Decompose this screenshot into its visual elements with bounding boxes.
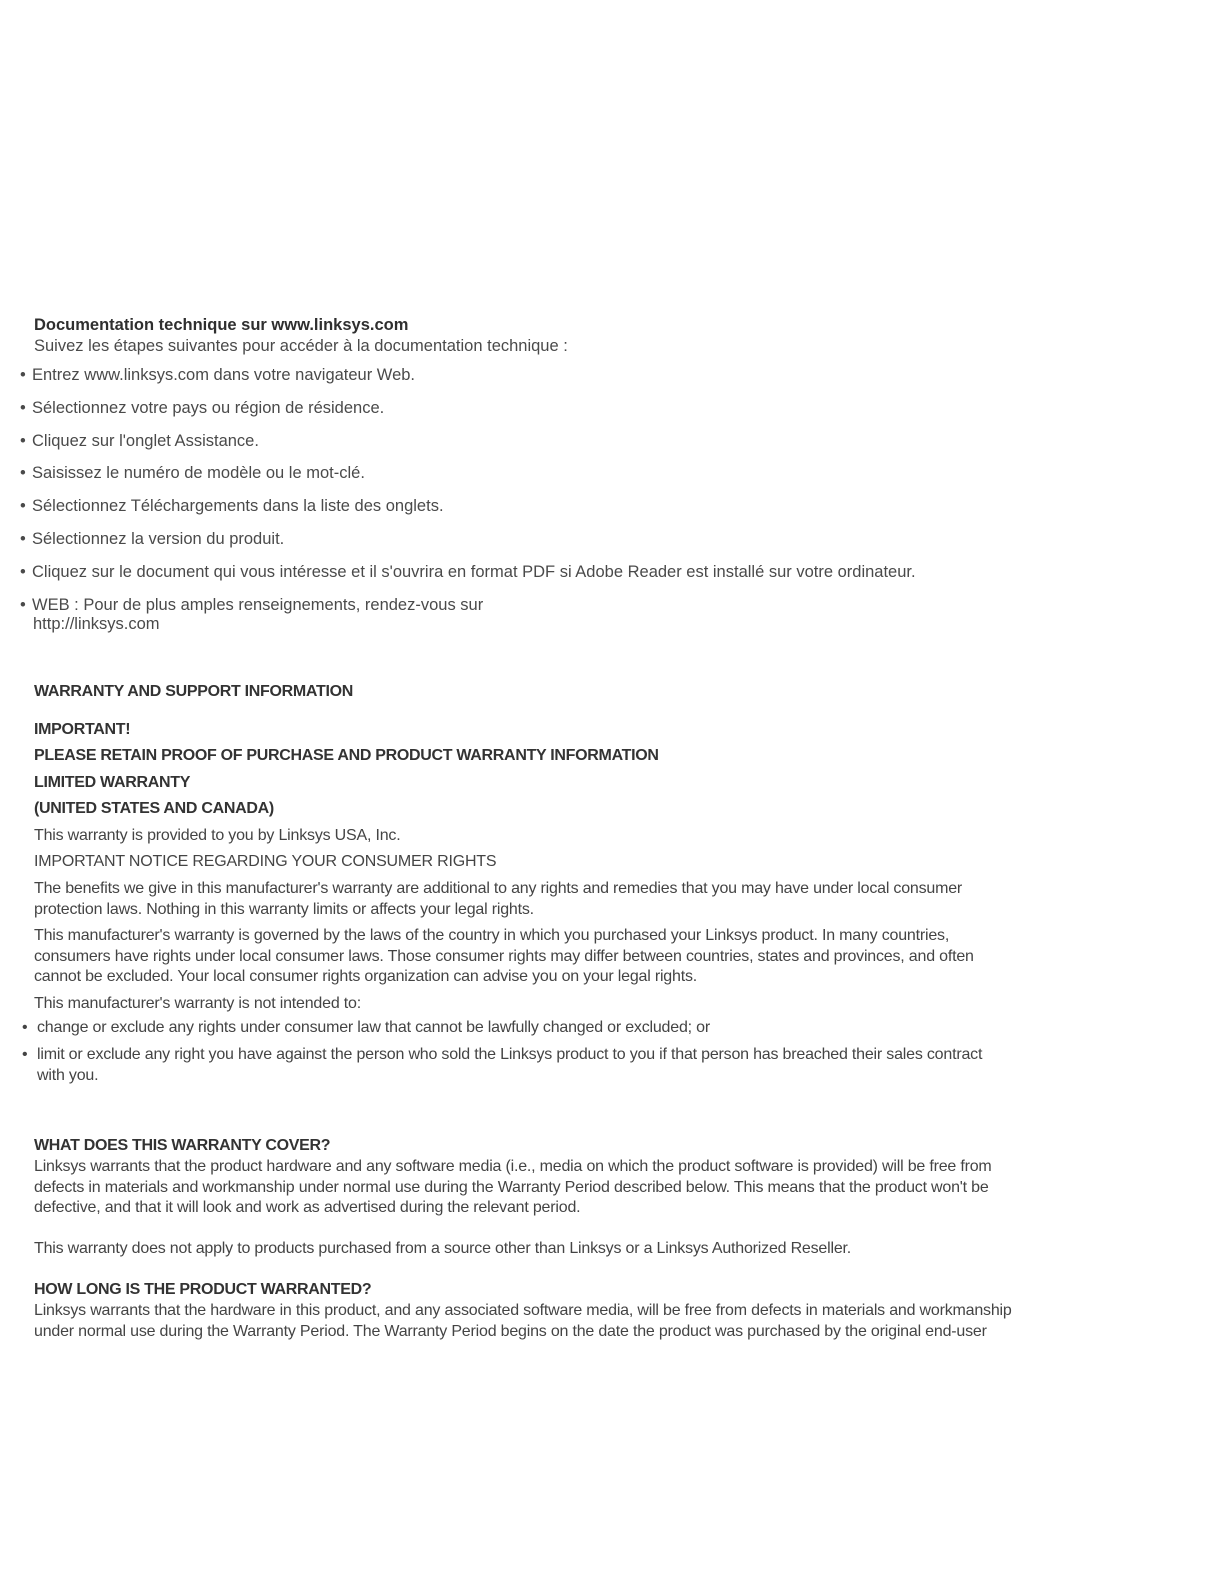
bullet-icon: •	[22, 1046, 28, 1063]
list-item: • Sélectionnez la version du produit.	[20, 529, 285, 548]
duration-heading: HOW LONG IS THE PRODUCT WARRANTED?	[34, 1281, 372, 1298]
bullet-icon: •	[20, 366, 26, 384]
fr-section-intro: Suivez les étapes suivantes pour accéder à la documentation technique :	[34, 337, 568, 355]
list-item: • Cliquez sur le document qui vous intéresse et il s'ouvrira en format PDF si Adobe Reader est installé sur votre ordinateur.	[20, 562, 916, 581]
bullet-icon: •	[20, 529, 26, 548]
list-item-web: • WEB : Pour de plus amples renseignements, rendez-vous sur http://linksys.com	[20, 596, 1120, 635]
list-item: • limit or exclude any right you have against the person who sold the Linksys product to you if that person has breached their sales contract with you.	[22, 1046, 983, 1084]
consumer-rights-notice: IMPORTANT NOTICE REGARDING YOUR CONSUMER RIGHTS	[34, 853, 497, 870]
warranty-heading: WARRANTY AND SUPPORT INFORMATION	[34, 683, 353, 700]
provided-by-text: This warranty is provided to you by Linksys USA, Inc.	[34, 827, 401, 844]
not-apply-text: This warranty does not apply to products purchased from a source other than Linksys or a Linksys Authorized Reseller.	[34, 1240, 852, 1257]
retain-notice: PLEASE RETAIN PROOF OF PURCHASE AND PRODUCT WARRANTY INFORMATION	[34, 747, 659, 764]
bullet-icon: •	[20, 497, 26, 516]
list-item: • change or exclude any rights under consumer law that cannot be lawfully changed or excluded; or	[22, 1018, 1122, 1039]
bullet-icon: •	[20, 562, 26, 581]
bullet-icon: •	[20, 464, 26, 483]
bullet-icon: •	[22, 1019, 28, 1036]
limited-warranty-label: LIMITED WARRANTY	[34, 774, 191, 791]
important-label: IMPORTANT!	[34, 721, 131, 738]
not-intended-text: This manufacturer's warranty is not intended to:	[34, 995, 361, 1012]
list-item: • Saisissez le numéro de modèle ou le mot-clé.	[20, 464, 365, 483]
web-url-link[interactable]: http://linksys.com	[33, 615, 160, 634]
list-item: • Entrez www.linksys.com dans votre navigateur Web.	[20, 366, 416, 384]
bullet-icon: •	[20, 398, 26, 417]
coverage-heading: WHAT DOES THIS WARRANTY COVER?	[34, 1137, 331, 1154]
bullet-icon: •	[20, 431, 26, 450]
duration-paragraph: Linksys warrants that the hardware in this product, and any associated software media, will be free from defects in materials and workmanship under normal use during the Warranty Period. The Warranty Period begins on the date the product was purchased by the original end-user	[34, 1302, 1012, 1340]
list-item: • Sélectionnez Téléchargements dans la liste des onglets.	[20, 497, 444, 516]
coverage-paragraph: Linksys warrants that the product hardware and any software media (i.e., media on which the product software is provided) will be free from defects in materials and workmanship under normal use during the Warranty Period described below. This means that the product won't be defective, and that it will look and work as advertised during the relevant period.	[34, 1158, 992, 1216]
list-item: • Sélectionnez votre pays ou région de résidence.	[20, 398, 385, 417]
fr-steps-list	[20, 366, 1120, 648]
list-item: • Cliquez sur l'onglet Assistance.	[20, 431, 259, 450]
governing-law-paragraph: This manufacturer's warranty is governed by the laws of the country in which you purchased your Linksys product. In many countries, consumers have rights under local consumer laws. Those consumer rights may differ between countries, states and provinces, and often cannot be excluded. Your local consumer rights organization can advise you on your legal rights.	[34, 927, 974, 985]
fr-section-title: Documentation technique sur www.linksys.com	[34, 316, 409, 334]
benefits-paragraph: The benefits we give in this manufacturer's warranty are additional to any rights and remedies that you may have under local consumer protection laws. Nothing in this warranty limits or affects your legal rights.	[34, 880, 963, 918]
region-label: (UNITED STATES AND CANADA)	[34, 800, 274, 817]
bullet-icon: •	[20, 595, 26, 614]
